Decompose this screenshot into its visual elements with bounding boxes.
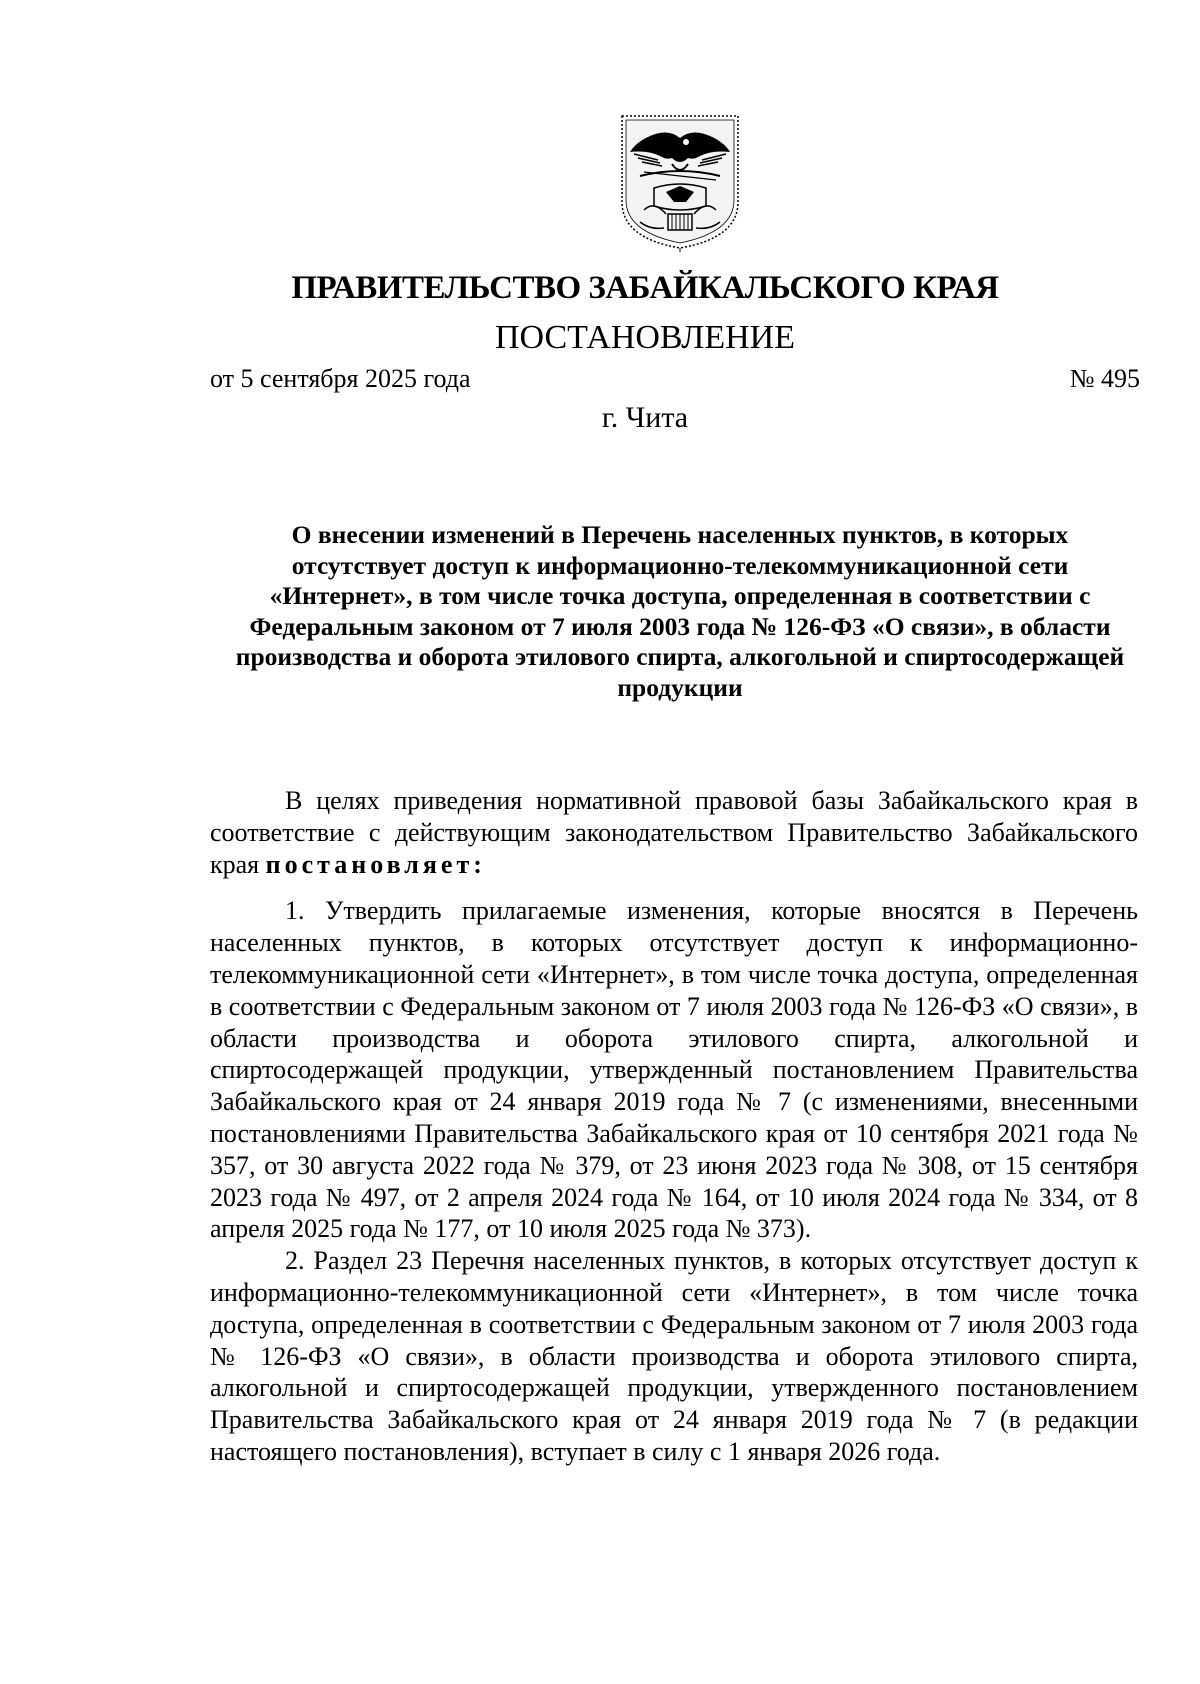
document-type: ПОСТАНОВЛЕНИЕ — [494, 319, 796, 356]
list-item: 2. Раздел 23 Перечня населенных пунктов, в которых отсутствует доступ к информационно-телекоммуникационной сети «Интернет», в том числе точка доступа, определенная в соответствии с Федеральным законом от 7 июля 2003 года № 126-ФЗ «О связи», в области производства и оборота этилового спирта, алкогольной и спиртосодержащей продукции, утвержденного постановлением Правительства Забайкальского края от 24 января 2019 года № 7 (в редакции настоящего постановления), вступает в силу с 1 января 2026 года. — [210, 1246, 1138, 1466]
date-number-line — [210, 362, 1140, 398]
preamble — [210, 785, 1138, 880]
preamble-text: В целях приведения нормативной правовой базы Забайкальского края в соответствие с действующим законодательством Правительство Забайкальского края — [210, 786, 1138, 879]
document-title: О внесении изменений в Перечень населенных пунктов, в которых отсутствует доступ к информационно-телекоммуникационной сети «Интернет», в том числе точка доступа, определенная в соответствии с Федеральным законом от 7 июля 2003 года № 126-ФЗ «О связи», в области производства и оборота этилового спирта, алкогольной и спиртосодержащей продукции — [235, 520, 1125, 702]
document-number: № 495 — [1069, 364, 1140, 393]
issuing-authority: ПРАВИТЕЛЬСТВО ЗАБАЙКАЛЬСКОГО КРАЯ — [291, 270, 999, 306]
list-item: 1. Утвердить прилагаемые изменения, которые вносятся в Перечень населенных пунктов, в которых отсутствует доступ к информационно-телекоммуникационной сети «Интернет», в том числе точка доступа, определенная в соответствии с Федеральным законом от 7 июля 2003 года № 126-ФЗ «О связи», в области производства и оборота этилового спирта, алкогольной и спиртосодержащей продукции, утвержденный постановлением Правительства Забайкальского края от 24 января 2019 года № 7 (с изменениями, внесенными постановлениями Правительства Забайкальского края от 10 сентября 2021 года № 357, от 30 августа 2022 года № 379, от 23 июня 2023 года № 308, от 15 сентября 2023 года № 497, от 2 апреля 2024 года № 164, от 10 июля 2024 года № 334, от 8 апреля 2025 года № 177, от 10 июля 2025 года № 373). — [210, 896, 1138, 1244]
preamble-resolution-word: постановляет: — [265, 849, 486, 879]
document-body — [210, 785, 1138, 1468]
coat-of-arms-icon — [614, 110, 746, 252]
document-city: г. Чита — [601, 401, 689, 434]
document-date: от 5 сентября 2025 года — [210, 364, 471, 393]
